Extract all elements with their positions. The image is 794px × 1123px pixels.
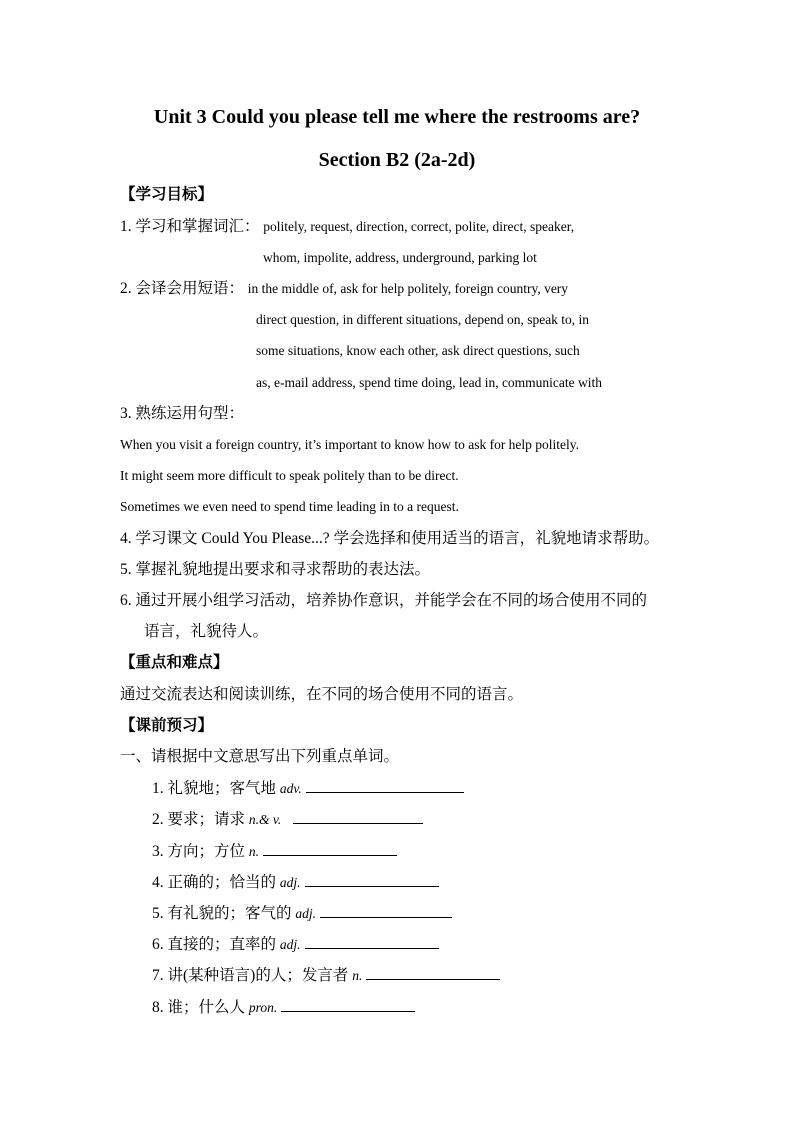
vocab-part-of-speech: adv.: [279, 781, 302, 796]
vocab-part-of-speech: n.& v.: [248, 812, 282, 827]
vocab-part-of-speech: adj.: [279, 875, 301, 890]
vocab-item: [152, 965, 500, 986]
objective-2: [120, 279, 568, 299]
vocab-chinese: 正确的；恰当的: [167, 874, 277, 891]
objective-4: 4. 学习课文 Could You Please...? 学会选择和使用适当的语言，礼貌地请求帮助。: [120, 530, 660, 547]
vocab-item: [152, 872, 439, 893]
key-points-text: 通过交流表达和阅读训练，在不同的场合使用不同的语言。: [120, 686, 524, 703]
vocab-item: [152, 778, 464, 799]
sentence-pattern-3: Sometimes we even need to spend time leading in to a request.: [120, 499, 459, 514]
objective-2-label: 2. 会译会用短语：: [120, 280, 245, 297]
vocab-item: [152, 934, 439, 955]
vocab-item: [152, 997, 415, 1018]
sentence-pattern-1: When you visit a foreign country, it’s important to know how to ask for help politely.: [120, 437, 580, 452]
objective-2-phrases-3: some situations, know each other, ask direct questions, such: [256, 343, 580, 358]
vocab-chinese: 谁；什么人: [167, 999, 246, 1016]
preview-heading: 【课前预习】: [120, 717, 214, 734]
answer-blank[interactable]: [263, 841, 397, 856]
answer-blank[interactable]: [366, 965, 500, 980]
objective-2-phrases-1: in the middle of, ask for help politely, foreign country, very: [247, 281, 569, 296]
answer-blank[interactable]: [305, 934, 439, 949]
answer-blank[interactable]: [293, 809, 423, 824]
objective-6-line-1: 6. 通过开展小组学习活动，培养协作意识，并能学会在不同的场合使用不同的: [120, 592, 648, 609]
document-title: Unit 3 Could you please tell me where the restrooms are?: [153, 106, 641, 128]
vocab-number: 3.: [152, 843, 164, 860]
vocab-chinese: 礼貌地；客气地: [167, 780, 277, 797]
vocab-part-of-speech: adj.: [279, 937, 301, 952]
answer-blank[interactable]: [320, 903, 452, 918]
vocab-number: 1.: [152, 780, 164, 797]
objective-1-label: 1. 学习和掌握词汇：: [120, 218, 260, 235]
vocab-number: 7.: [152, 967, 164, 984]
vocab-chinese: 有礼貌的；客气的: [167, 905, 292, 922]
preview-instruction: 一、请根据中文意思写出下列重点单词。: [120, 748, 400, 765]
objective-3-label: 3. 熟练运用句型：: [120, 405, 245, 422]
vocab-item: [152, 903, 452, 924]
sentence-pattern-2: It might seem more difficult to speak politely than to be direct.: [120, 468, 459, 483]
answer-blank[interactable]: [281, 997, 415, 1012]
vocab-chinese: 方向；方位: [167, 843, 246, 860]
answer-blank[interactable]: [306, 778, 464, 793]
vocab-number: 4.: [152, 874, 164, 891]
objective-1-words: politely, request, direction, correct, polite, direct, speaker,: [263, 219, 575, 234]
vocab-item: [152, 809, 423, 830]
objective-5: 5. 掌握礼貌地提出要求和寻求帮助的表达法。: [120, 561, 431, 578]
objective-6-line-2: 语言，礼貌待人。: [144, 623, 269, 640]
vocab-part-of-speech: adj.: [295, 906, 317, 921]
vocab-number: 6.: [152, 936, 164, 953]
key-points-heading: 【重点和难点】: [120, 654, 229, 671]
vocab-chinese: 要求；请求: [167, 811, 246, 828]
vocab-number: 8.: [152, 999, 164, 1016]
vocab-chinese: 直接的；直率的: [167, 936, 277, 953]
section-subtitle: Section B2 (2a-2d): [318, 149, 476, 171]
objective-2-phrases-2: direct question, in different situations, depend on, speak to, in: [256, 312, 590, 327]
answer-blank[interactable]: [305, 872, 439, 887]
vocab-part-of-speech: pron.: [248, 1000, 278, 1015]
objectives-heading: 【学习目标】: [120, 186, 214, 203]
vocab-number: 5.: [152, 905, 164, 922]
objective-2-phrases-4: as, e-mail address, spend time doing, lead in, communicate with: [256, 375, 603, 390]
vocab-number: 2.: [152, 811, 164, 828]
vocab-chinese: 讲(某种语言)的人；发言者: [167, 967, 349, 984]
vocab-part-of-speech: n.: [352, 968, 363, 983]
objective-1-words-cont: whom, impolite, address, underground, parking lot: [263, 250, 537, 265]
vocab-part-of-speech: n.: [248, 844, 260, 859]
objective-1: [120, 217, 574, 237]
vocab-item: [152, 841, 397, 862]
